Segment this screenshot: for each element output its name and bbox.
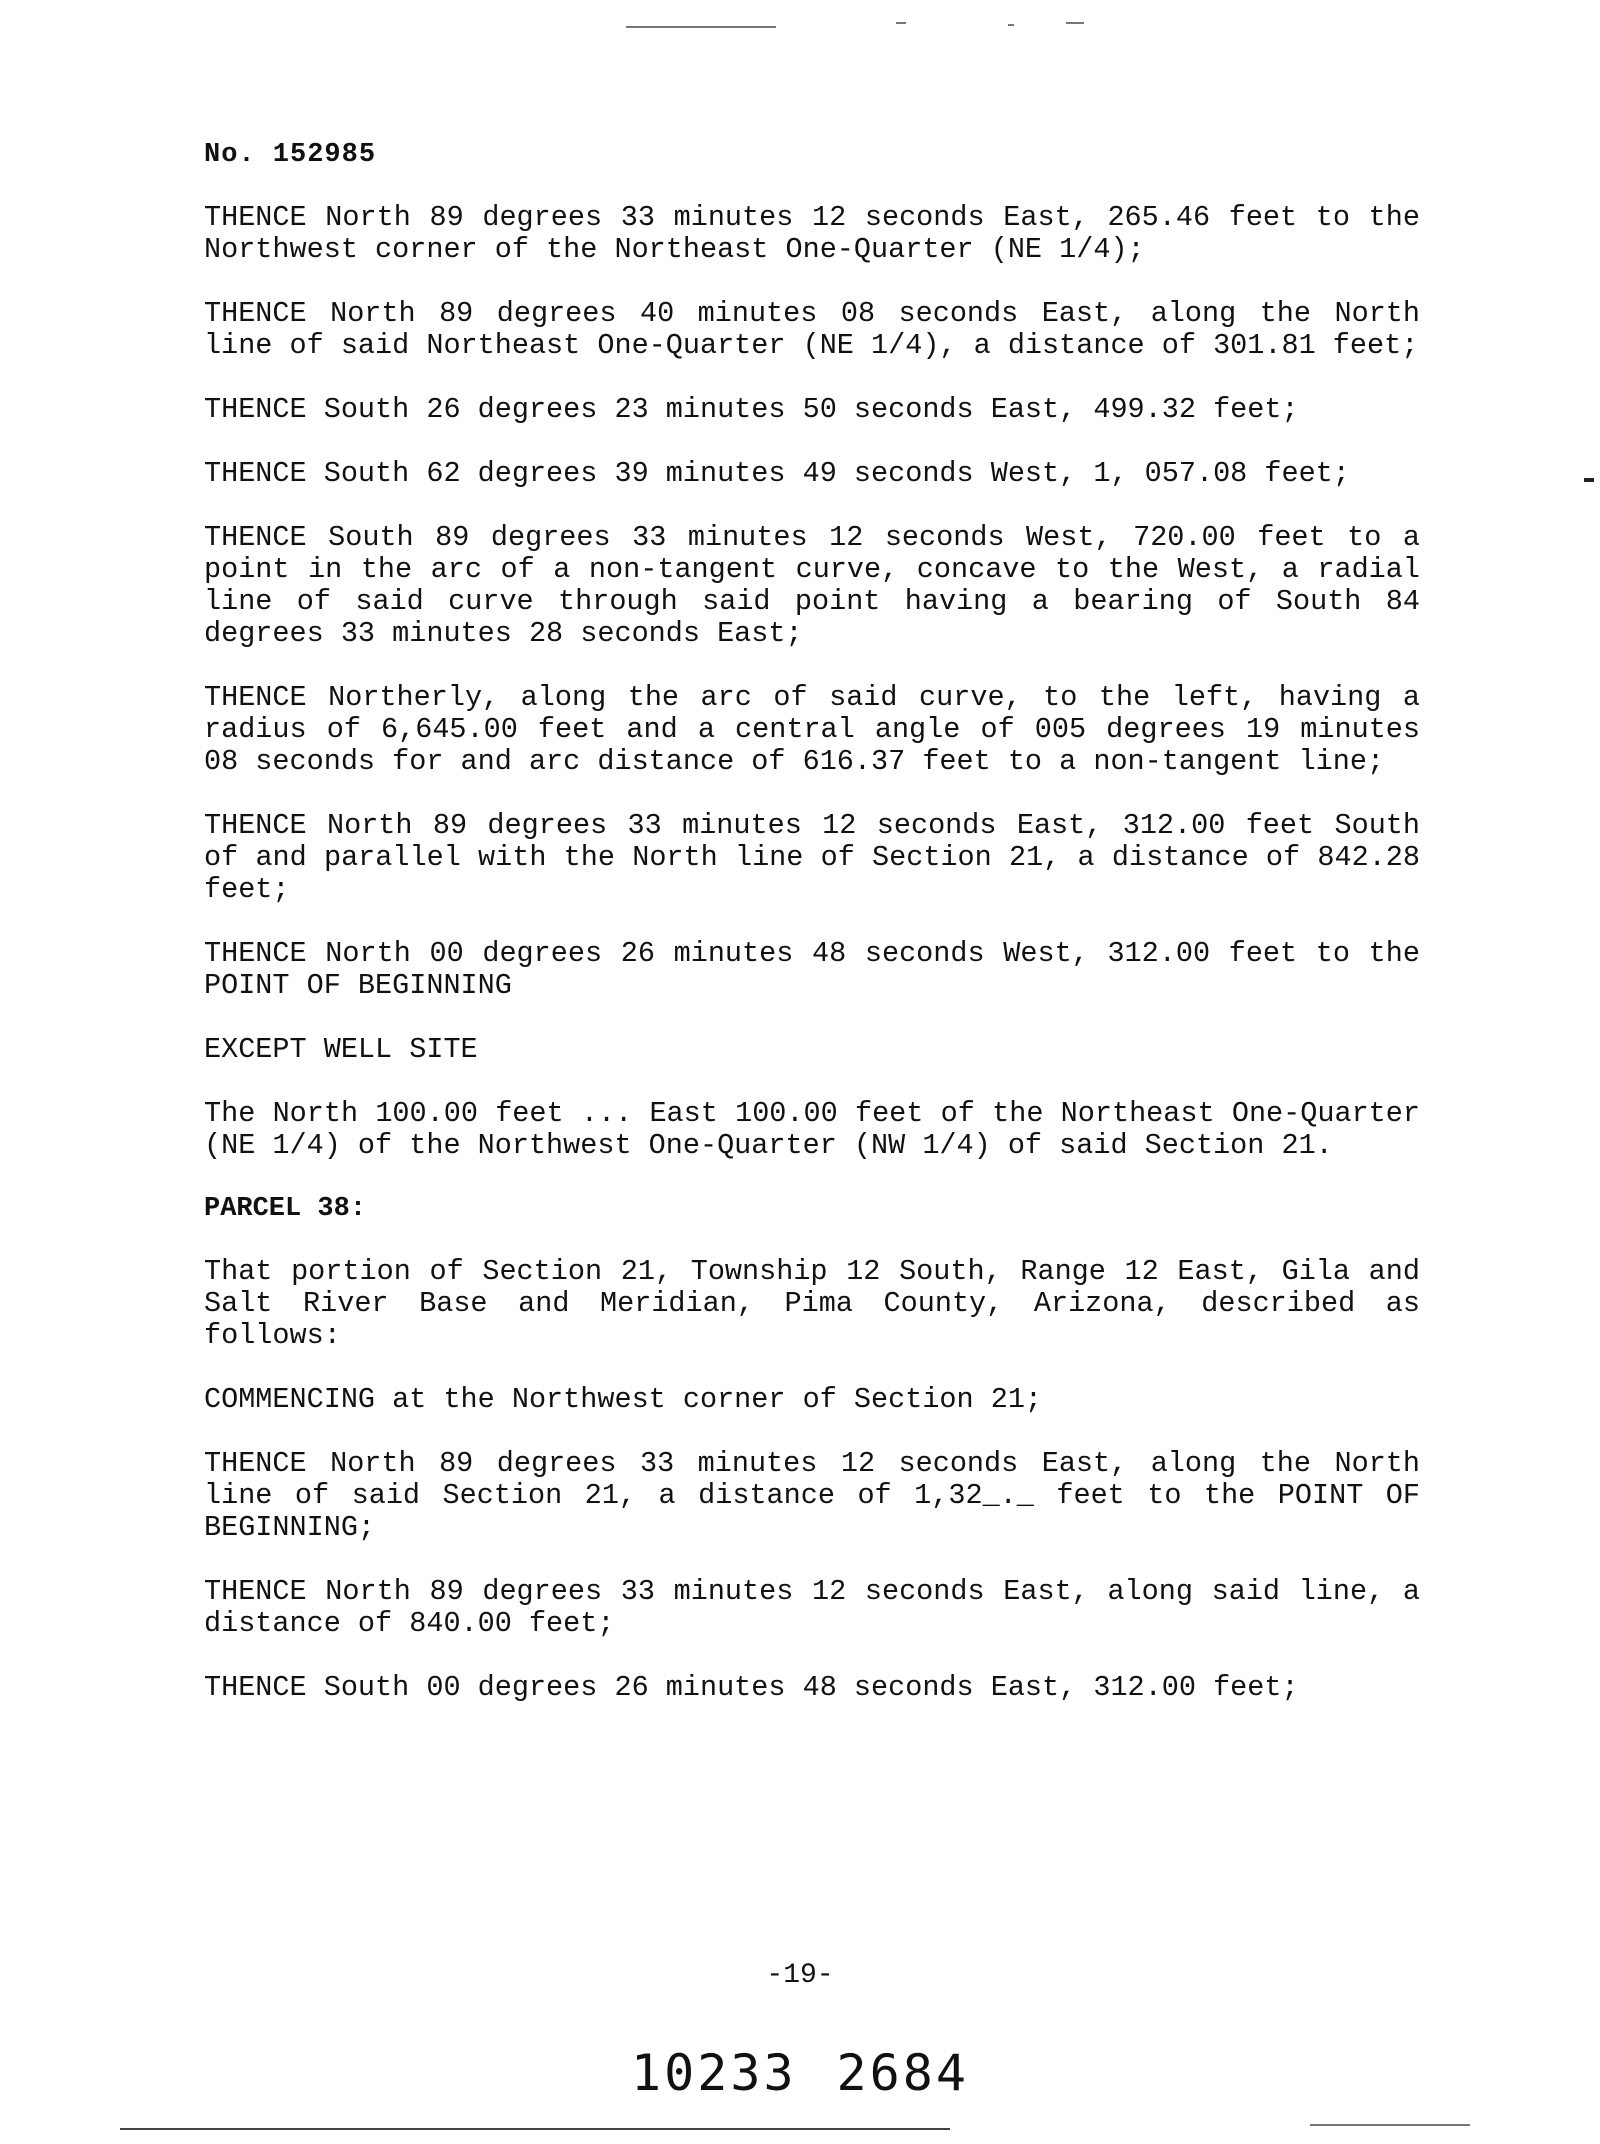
paragraph: The North 100.00 feet ... East 100.00 feet of the Northeast One-Quarter (NE 1/4) of the Northwest One-Quarter (NW 1/4) of said Section 21.	[204, 1097, 1420, 1162]
scan-artifact-top	[1066, 22, 1084, 24]
recording-page: 2684	[836, 2044, 969, 2102]
paragraph: EXCEPT WELL SITE	[204, 1033, 478, 1066]
document-body	[204, 140, 1420, 1736]
paragraph: THENCE North 00 degrees 26 minutes 48 seconds West, 312.00 feet to the POINT OF BEGINNING	[204, 937, 1420, 1002]
paragraph: THENCE North 89 degrees 33 minutes 12 seconds East, along said line, a distance of 840.00 feet;	[204, 1575, 1420, 1640]
paragraph: THENCE North 89 degrees 33 minutes 12 seconds East, 312.00 feet South of and parallel with the North line of Section 21, a distance of 842.28 feet;	[204, 809, 1420, 906]
scan-artifact-right	[1584, 478, 1594, 482]
scan-artifact-bottom	[1310, 2124, 1470, 2126]
paragraph: THENCE South 89 degrees 33 minutes 12 seconds West, 720.00 feet to a point in the arc of a non-tangent curve, concave to the West, a radial line of said curve through said point having a bearing of South 84 degrees 33 minutes 28 seconds East;	[204, 521, 1420, 650]
document-number: No. 152985	[204, 140, 377, 170]
recording-stamp	[0, 2044, 1600, 2102]
paragraph: THENCE Northerly, along the arc of said curve, to the left, having a radius of 6,645.00 feet and a central angle of 005 degrees 19 minutes 08 seconds for and arc distance of 616.37 feet to a non-tangent line;	[204, 681, 1420, 778]
scan-artifact-top	[896, 22, 906, 24]
scan-artifact-top	[1008, 24, 1014, 26]
paragraph: THENCE South 26 degrees 23 minutes 50 seconds East, 499.32 feet;	[204, 393, 1299, 426]
paragraph: THENCE South 62 degrees 39 minutes 49 seconds West, 1, 057.08 feet;	[204, 457, 1350, 490]
paragraph: COMMENCING at the Northwest corner of Section 21;	[204, 1383, 1043, 1416]
paragraph: THENCE North 89 degrees 40 minutes 08 seconds East, along the North line of said Northeast One-Quarter (NE 1/4), a distance of 301.81 feet;	[204, 297, 1420, 362]
paragraph: THENCE South 00 degrees 26 minutes 48 seconds East, 312.00 feet;	[204, 1671, 1299, 1704]
page-number: -19-	[766, 1960, 834, 1991]
paragraph: That portion of Section 21, Township 12 South, Range 12 East, Gila and Salt River Base and Meridian, Pima County, Arizona, described as follows:	[204, 1255, 1420, 1352]
parcel-heading: PARCEL 38:	[204, 1194, 367, 1224]
scan-artifact-bottom	[120, 2128, 950, 2130]
paragraph: THENCE North 89 degrees 33 minutes 12 seconds East, along the North line of said Section 21, a distance of 1,32_._ feet to the POINT OF BEGINNING;	[204, 1447, 1420, 1544]
recording-book: 10233	[631, 2044, 797, 2102]
paragraph: THENCE North 89 degrees 33 minutes 12 seconds East, 265.46 feet to the Northwest corner of the Northeast One-Quarter (NE 1/4);	[204, 201, 1420, 266]
scan-artifact-top	[626, 26, 776, 28]
